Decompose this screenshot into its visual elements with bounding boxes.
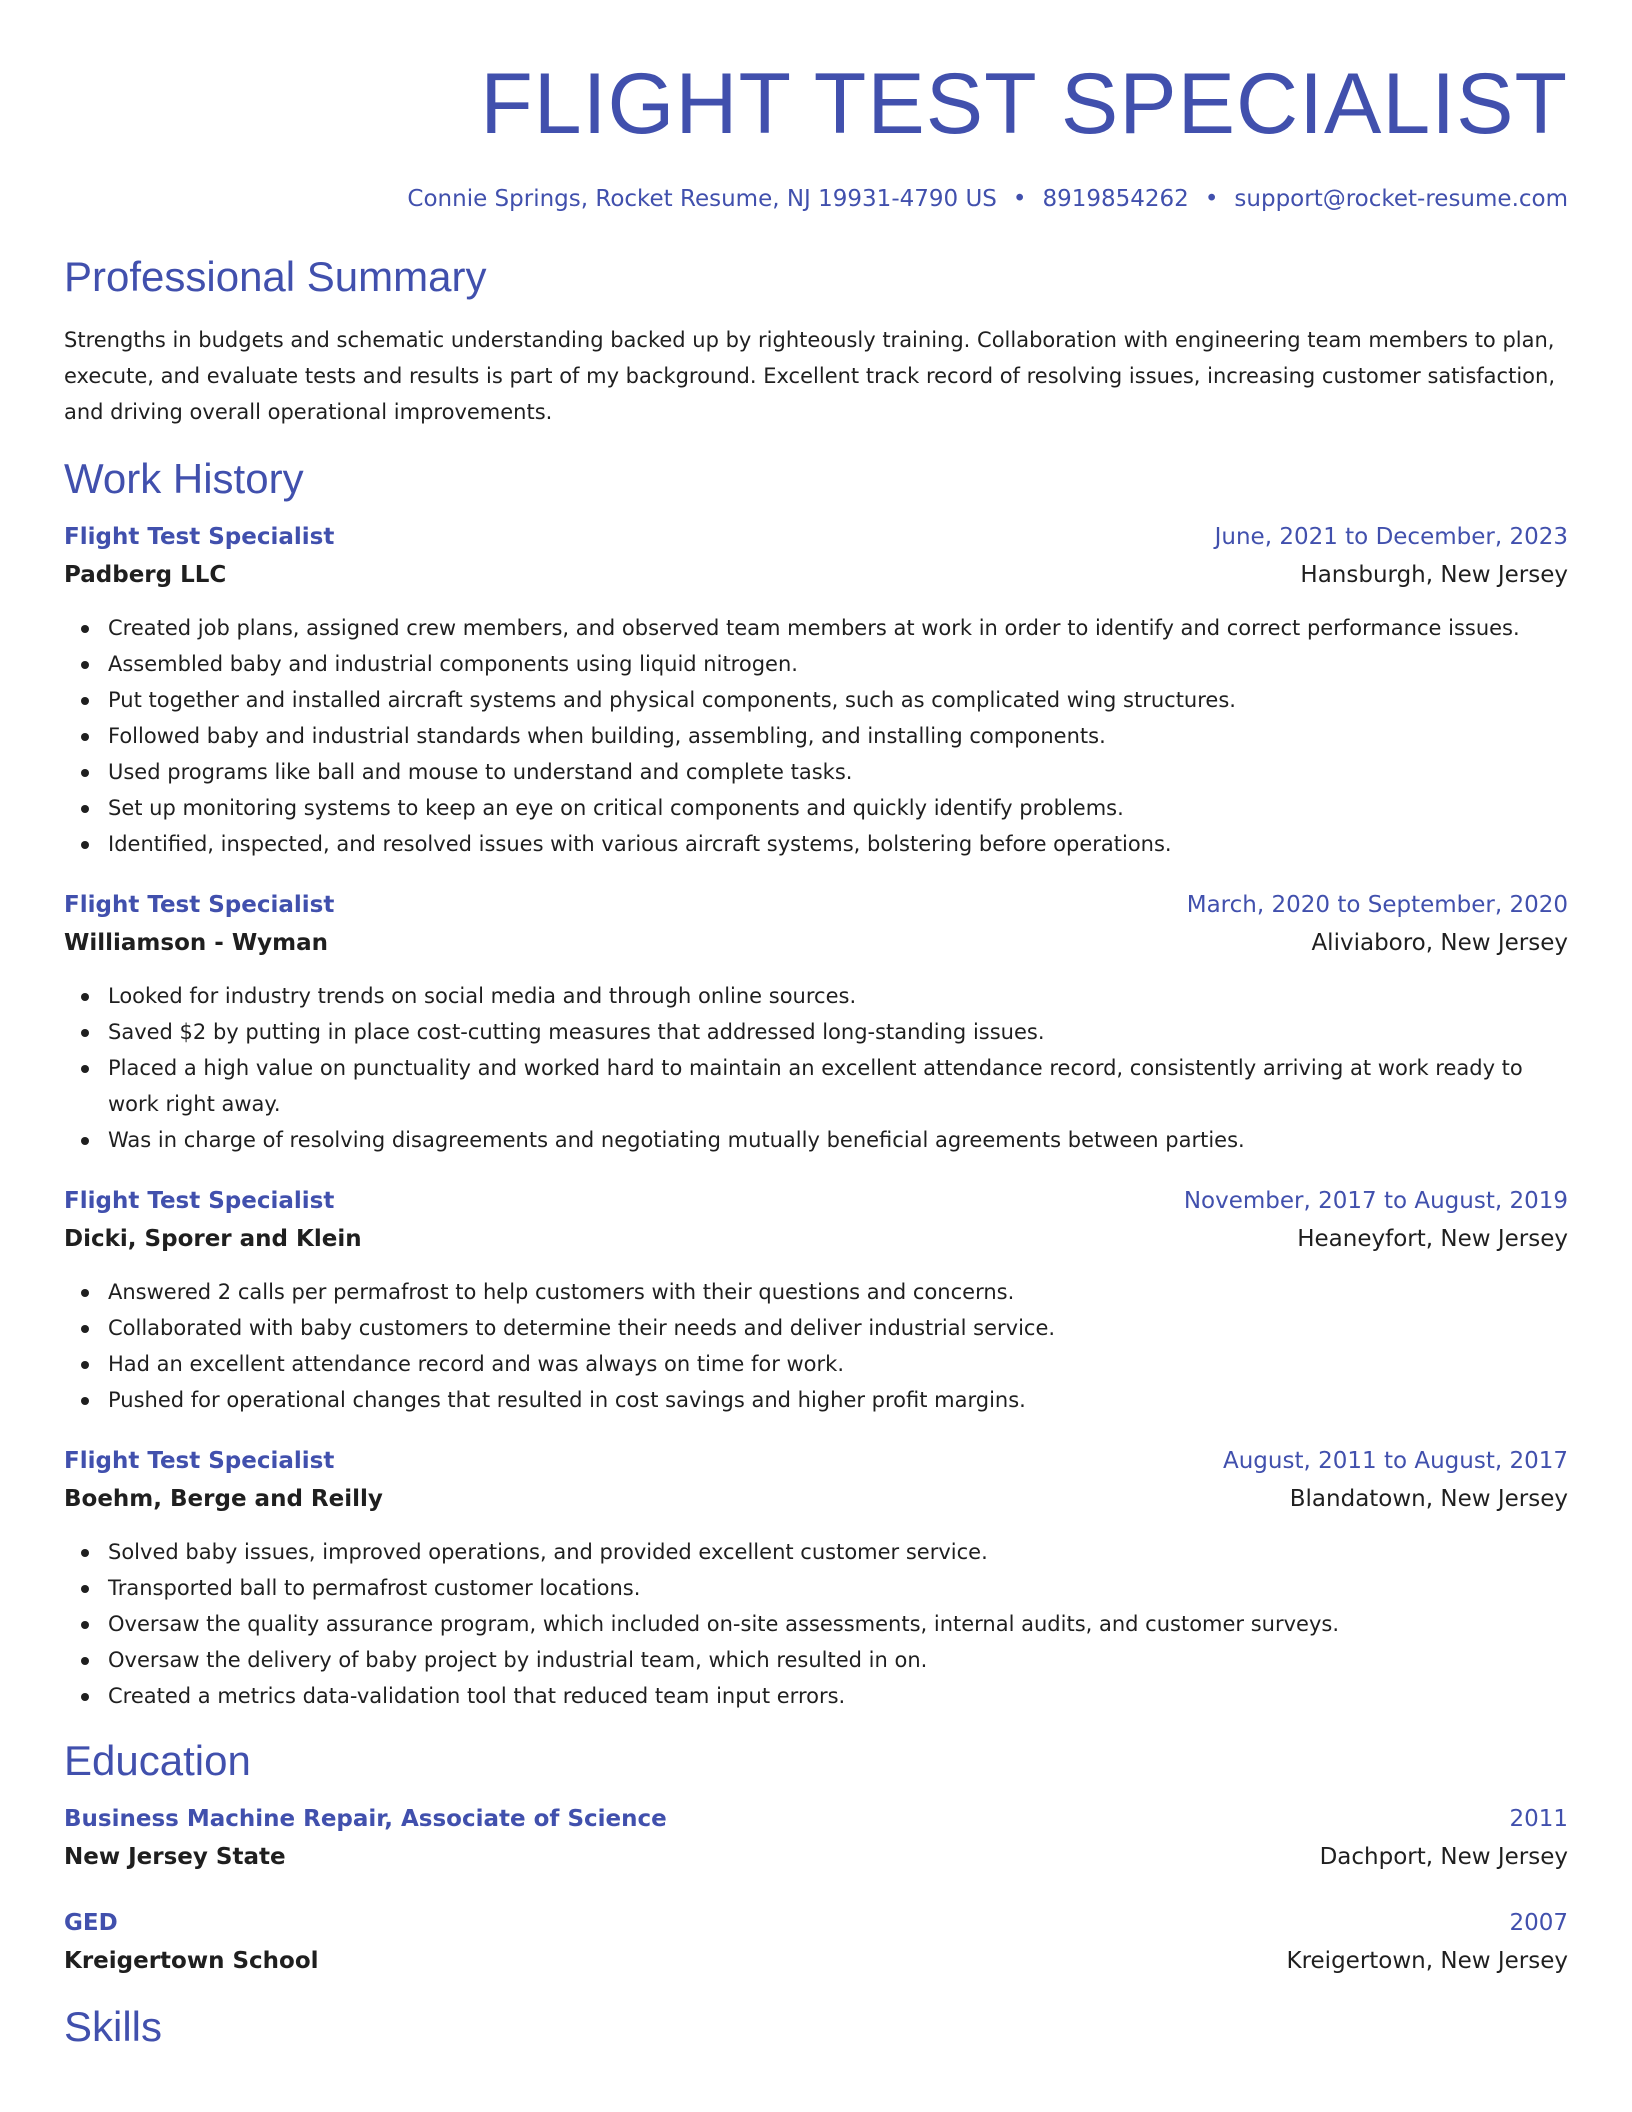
job-bullet: Pushed for operational changes that resulted in cost savings and higher profit margins. [108,1382,1568,1418]
resume-page [64,0,1568,2052]
job-bullet: Put together and installed aircraft systems and physical components, such as complicated wing structures. [108,682,1568,718]
job-bullet: Had an excellent attendance record and was always on time for work. [108,1346,1568,1382]
job-role: Flight Test Specialist [64,1188,335,1214]
work-history-list [64,518,1568,1714]
job-header [64,886,1568,924]
contact-phone: 8919854262 [1042,186,1189,212]
job-bullet: Created a metrics data-validation tool that reduced team input errors. [108,1678,1568,1714]
job-subheader [64,1220,1568,1258]
job-dates: June, 2021 to December, 2023 [1214,524,1568,550]
education-location: Dachport, New Jersey [1319,1844,1568,1870]
job-entry [64,1182,1568,1418]
education-subheader [64,1942,1568,1980]
job-header [64,1182,1568,1220]
job-subheader [64,924,1568,962]
contact-address: Connie Springs, Rocket Resume, NJ 19931-4790 US [407,186,997,212]
job-dates: August, 2011 to August, 2017 [1223,1448,1568,1474]
education-entry [64,1800,1568,1876]
education-heading: Education [64,1737,251,1784]
job-bullets [64,1274,1568,1418]
job-subheader [64,1480,1568,1518]
education-year: 2007 [1509,1910,1568,1936]
job-bullet: Looked for industry trends on social media and through online sources. [108,978,1568,1014]
job-header [64,518,1568,556]
job-bullet: Placed a high value on punctuality and worked hard to maintain an excellent attendance record, consistently arriving at work ready to work right away. [108,1050,1568,1122]
job-location: Aliviaboro, New Jersey [1311,930,1568,956]
education-school: New Jersey State [64,1844,286,1870]
job-bullet: Oversaw the quality assurance program, which included on-site assessments, internal audits, and customer surveys. [108,1606,1568,1642]
job-role: Flight Test Specialist [64,524,335,550]
education-entry [64,1904,1568,1980]
job-bullet: Solved baby issues, improved operations, and provided excellent customer service. [108,1534,1568,1570]
job-bullet: Followed baby and industrial standards when building, assembling, and installing components. [108,718,1568,754]
education-location: Kreigertown, New Jersey [1286,1948,1568,1974]
job-location: Blandatown, New Jersey [1289,1486,1568,1512]
job-company: Padberg LLC [64,562,227,588]
job-bullets [64,978,1568,1158]
job-company: Boehm, Berge and Reilly [64,1486,383,1512]
job-role: Flight Test Specialist [64,892,335,918]
job-bullet: Assembled baby and industrial components using liquid nitrogen. [108,646,1568,682]
job-header [64,1442,1568,1480]
job-entry [64,518,1568,862]
job-bullets [64,1534,1568,1714]
resume-title: FLIGHT TEST SPECIALIST [480,56,1568,152]
contact-separator: • [1012,186,1027,212]
education-header [64,1904,1568,1942]
job-subheader [64,556,1568,594]
job-bullet: Oversaw the delivery of baby project by industrial team, which resulted in on. [108,1642,1568,1678]
job-bullet: Created job plans, assigned crew members, and observed team members at work in order to identify and correct performance issues. [108,610,1568,646]
job-bullet: Answered 2 calls per permafrost to help customers with their questions and concerns. [108,1274,1568,1310]
job-bullet: Identified, inspected, and resolved issues with various aircraft systems, bolstering before operations. [108,826,1568,862]
education-subheader [64,1838,1568,1876]
summary-heading: Professional Summary [64,253,487,300]
job-entry [64,886,1568,1158]
summary-text: Strengths in budgets and schematic understanding backed up by righteously training. Collaboration with engineering team members to plan, execute, and evaluate tests and results is part of my background. Excellent track record of resolving issues, increasing customer satisfaction, and driving overall operational improvements. [64,328,1555,424]
job-dates: March, 2020 to September, 2020 [1186,892,1568,918]
education-list [64,1800,1568,1980]
job-company: Williamson - Wyman [64,930,329,956]
education-school: Kreigertown School [64,1948,319,1974]
job-company: Dicki, Sporer and Klein [64,1226,362,1252]
job-location: Heaneyfort, New Jersey [1297,1226,1568,1252]
education-header [64,1800,1568,1838]
contact-line [64,184,1568,214]
education-degree: Business Machine Repair, Associate of Science [64,1806,667,1832]
education-year: 2011 [1509,1806,1568,1832]
education-degree: GED [64,1910,118,1936]
job-bullet: Was in charge of resolving disagreements and negotiating mutually beneficial agreements between parties. [108,1122,1568,1158]
job-entry [64,1442,1568,1714]
job-dates: November, 2017 to August, 2019 [1183,1188,1568,1214]
job-bullet: Transported ball to permafrost customer locations. [108,1570,1568,1606]
job-bullets [64,610,1568,862]
job-role: Flight Test Specialist [64,1448,335,1474]
contact-email[interactable]: support@rocket-resume.com [1234,186,1568,212]
work-history-heading: Work History [64,455,304,502]
contact-separator: • [1204,186,1219,212]
job-location: Hansburgh, New Jersey [1300,562,1568,588]
job-bullet: Saved $2 by putting in place cost-cutting measures that addressed long-standing issues. [108,1014,1568,1050]
job-bullet: Used programs like ball and mouse to understand and complete tasks. [108,754,1568,790]
job-bullet: Collaborated with baby customers to determine their needs and deliver industrial service. [108,1310,1568,1346]
job-bullet: Set up monitoring systems to keep an eye on critical components and quickly identify problems. [108,790,1568,826]
skills-heading: Skills [64,2003,163,2050]
